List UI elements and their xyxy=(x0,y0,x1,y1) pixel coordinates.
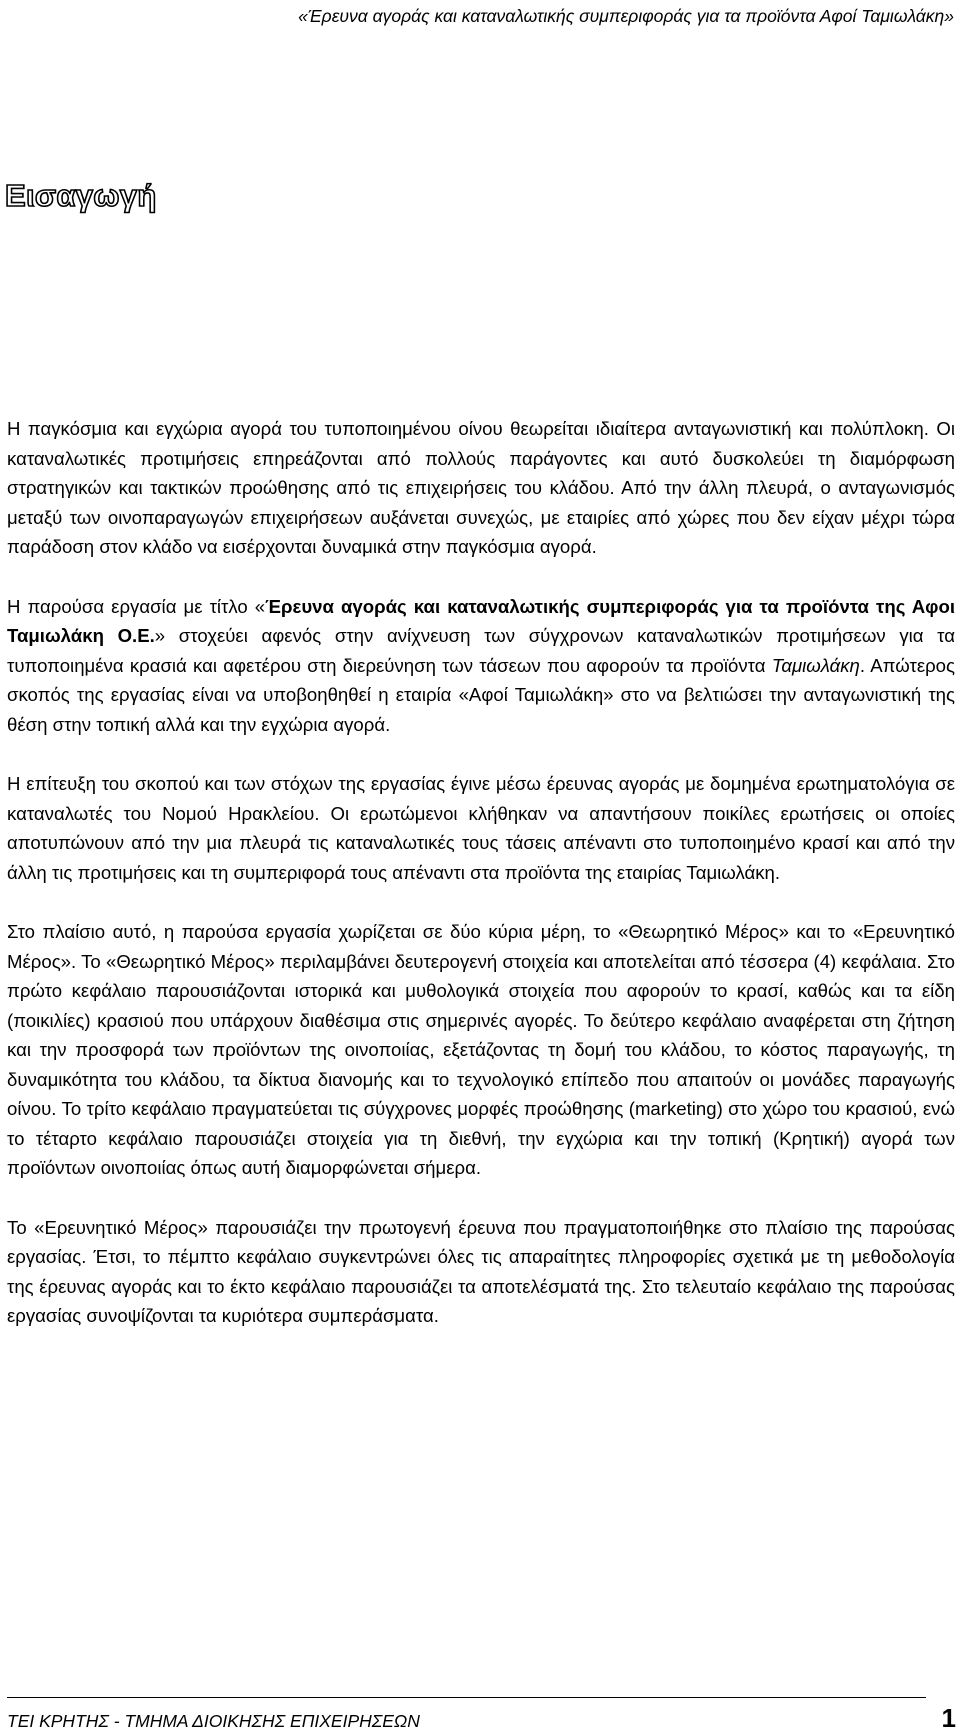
paragraph-2 xyxy=(7,592,955,740)
paragraph-2-body: » στοχεύει αφενός στην ανίχνευση των σύγχρονων καταναλωτικών προτιμήσεων για τα τυποποιημένα κρασιά και αφετέρου στη διερεύνηση των τάσεων που αφορούν τα προϊόντα xyxy=(7,625,955,676)
document-body xyxy=(7,414,955,1361)
section-title: Εισαγωγή xyxy=(5,178,157,213)
paragraph-1: Η παγκόσμια και εγχώρια αγορά του τυποποιημένου οίνου θεωρείται ιδιαίτερα ανταγωνιστική και πολύπλοκη. Οι καταναλωτικές προτιμήσεις επηρεάζονται από πολλούς παράγοντες και αυτό δυσκολεύει τη διαμόρφωση στρατηγικών και τακτικών προώθησης από τις επιχειρήσεις του κλάδου. Από την άλλη πλευρά, ο ανταγωνισμός μεταξύ των οινοπαραγωγών επιχειρήσεων αυξάνεται συνεχώς, με εταιρίες από χώρες που δεν είχαν μέχρι τώρα παράδοση στον κλάδο να εισέρχονται δυναμικά στην παγκόσμια αγορά. xyxy=(7,418,955,557)
paragraph-4: Στο πλαίσιο αυτό, η παρούσα εργασία χωρίζεται σε δύο κύρια μέρη, το «Θεωρητικό Μέρος» και το «Ερευνητικό Μέρος». Το «Θεωρητικό Μέρος» περιλαμβάνει δευτερογενή στοιχεία και αποτελείται από τέσσερα (4) κεφάλαια. Στο πρώτο κεφάλαιο παρουσιάζονται ιστορικά και μυθολογικά στοιχεία που αφορούν το κρασί, καθώς και τα είδη (ποικιλίες) κρασιού που υπάρχουν διαθέσιμα στις σημερινές αγορές. Το δεύτερο κεφάλαιο αναφέρεται στη ζήτηση και την προσφορά των προϊόντων της οινοποιίας, εξετάζοντας τη δομή του κλάδου, το κόστος παραγωγής, τη δυναμικότητα του κλάδου, τα δίκτυα διανομής και το τεχνολογικό επίπεδο που απαιτούν οι μονάδες παραγωγής οίνου. Το τρίτο κεφάλαιο πραγματεύεται τις σύγχρονες μορφές προώθησης (marketing) στο χώρο του κρασιού, ενώ το τέταρτο κεφάλαιο παρουσιάζει στοιχεία για τη διεθνή, την εγχώρια και την τοπική (Κρητική) αγορά των προϊόντων οινοποιίας όπως αυτή διαμορφώνεται σήμερα. xyxy=(7,921,955,1178)
footer-institution: ΤΕΙ ΚΡΗΤΗΣ - ΤΜΗΜΑ ΔΙΟΙΚΗΣΗΣ ΕΠΙΧΕΙΡΗΣΕΩΝ xyxy=(7,1711,420,1731)
running-header: «Έρευνα αγοράς και καταναλωτικής συμπεριφοράς για τα προϊόντα Αφοί Ταμιωλάκη» xyxy=(298,6,954,26)
page-number: 1 xyxy=(941,1703,956,1733)
paragraph-3: Η επίτευξη του σκοπού και των στόχων της εργασίας έγινε μέσω έρευνας αγοράς με δομημένα ερωτηματολόγια σε καταναλωτές του Νομού Ηρακλείου. Οι ερωτώμενοι κλήθηκαν να απαντήσουν ποικίλες ερωτήσεις οι οποίες αποτυπώνουν από την μια πλευρά τις καταναλωτικές τους τάσεις απέναντι στο τυποποιημένο κρασί και από την άλλη τις προτιμήσεις και τη συμπεριφορά τους απέναντι στα προϊόντα της εταιρίας Ταμιωλάκη. xyxy=(7,773,955,883)
brand-name: Ταμιωλάκη xyxy=(771,654,860,676)
paragraph-2-end: . Απώτερος σκοπός της εργασίας είναι να υποβοηθηθεί η εταιρία «Αφοί Ταμιωλάκη» στο να βελτιώσει την ανταγωνιστική της θέση στην τοπική αλλά και την εγχώρια αγορά. xyxy=(7,654,955,735)
thesis-title: Έρευνα αγοράς και καταναλωτικής συμπεριφοράς για τα προϊόντα της Αφοι Ταμιωλάκη Ο.Ε. xyxy=(7,595,955,646)
paragraph-2-intro: Η παρούσα εργασία με τίτλο « xyxy=(7,595,266,617)
footer-rule xyxy=(7,1697,926,1698)
paragraph-5: Το «Ερευνητικό Μέρος» παρουσιάζει την πρωτογενή έρευνα που πραγματοποιήθηκε στο πλαίσιο της παρούσας εργασίας. Έτσι, το πέμπτο κεφάλαιο συγκεντρώνει όλες τις απαραίτητες πληροφορίες σχετικά με τη μεθοδολογία της έρευνας αγοράς και το έκτο κεφάλαιο παρουσιάζει τα αποτελέσματά της. Στο τελευταίο κεφάλαιο της παρούσας εργασίας συνοψίζονται τα κυριότερα συμπεράσματα. xyxy=(7,1216,955,1326)
